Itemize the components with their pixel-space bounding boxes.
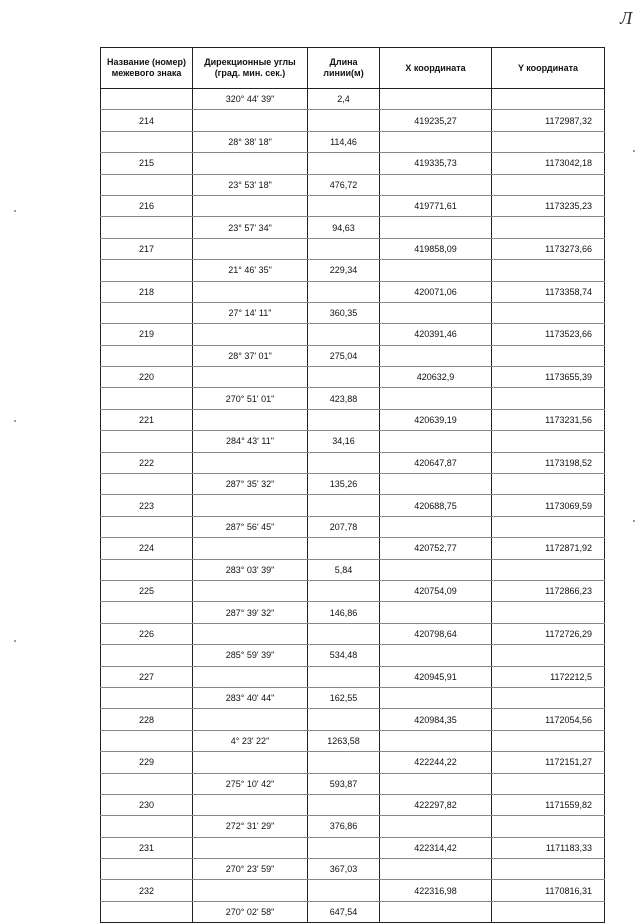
table-row (101, 367, 605, 388)
x-coordinate-cell: 420071,06 (380, 281, 492, 302)
line-length-cell (308, 837, 380, 858)
mark-number-cell (101, 559, 193, 580)
line-length-cell: 647,54 (308, 901, 380, 922)
line-length-cell: 376,86 (308, 816, 380, 837)
y-coordinate-cell: 1172726,29 (492, 623, 605, 644)
x-coordinate-cell (380, 474, 492, 495)
direction-angle-cell (193, 281, 308, 302)
y-coordinate-cell (492, 345, 605, 366)
line-length-cell (308, 538, 380, 559)
direction-angle-cell: 283° 03' 39" (193, 559, 308, 580)
direction-angle-cell: 23° 53' 18" (193, 174, 308, 195)
mark-number-cell (101, 474, 193, 495)
table-row (101, 131, 605, 152)
scan-edge-dot (633, 150, 635, 152)
direction-angle-cell: 284° 43' 11" (193, 431, 308, 452)
x-coordinate-cell: 422316,98 (380, 880, 492, 901)
table-row (101, 666, 605, 687)
table-row (101, 516, 605, 537)
mark-number-cell: 227 (101, 666, 193, 687)
x-coordinate-cell (380, 431, 492, 452)
table-row (101, 174, 605, 195)
direction-angle-cell (193, 324, 308, 345)
mark-number-cell: 232 (101, 880, 193, 901)
line-length-cell (308, 281, 380, 302)
x-coordinate-cell (380, 559, 492, 580)
x-coordinate-cell (380, 89, 492, 110)
y-coordinate-cell: 1171183,33 (492, 837, 605, 858)
mark-number-cell (101, 388, 193, 409)
y-coordinate-cell: 1173069,59 (492, 495, 605, 516)
y-coordinate-cell (492, 516, 605, 537)
x-coordinate-cell: 420752,77 (380, 538, 492, 559)
line-length-cell (308, 195, 380, 216)
direction-angle-cell: 270° 02' 58" (193, 901, 308, 922)
x-coordinate-cell: 420798,64 (380, 623, 492, 644)
x-coordinate-cell (380, 687, 492, 708)
table-row (101, 559, 605, 580)
line-length-cell (308, 880, 380, 901)
line-length-cell: 135,26 (308, 474, 380, 495)
x-coordinate-cell (380, 516, 492, 537)
line-length-cell (308, 409, 380, 430)
mark-number-cell (101, 687, 193, 708)
y-coordinate-cell (492, 260, 605, 281)
y-coordinate-cell: 1173042,18 (492, 153, 605, 174)
line-length-cell: 34,16 (308, 431, 380, 452)
x-coordinate-cell: 422297,82 (380, 794, 492, 815)
x-coordinate-cell: 420632,9 (380, 367, 492, 388)
mark-number-cell (101, 816, 193, 837)
line-length-cell (308, 580, 380, 601)
table-row (101, 431, 605, 452)
x-coordinate-cell: 420391,46 (380, 324, 492, 345)
y-coordinate-cell (492, 773, 605, 794)
header-x-coordinate: X координата (380, 48, 492, 89)
line-length-cell: 534,48 (308, 645, 380, 666)
direction-angle-cell (193, 367, 308, 388)
line-length-cell: 207,78 (308, 516, 380, 537)
mark-number-cell (101, 516, 193, 537)
line-length-cell (308, 153, 380, 174)
x-coordinate-cell: 420984,35 (380, 709, 492, 730)
mark-number-cell: 222 (101, 452, 193, 473)
x-coordinate-cell (380, 302, 492, 323)
direction-angle-cell: 21° 46' 35" (193, 260, 308, 281)
direction-angle-cell: 4° 23' 22" (193, 730, 308, 751)
mark-number-cell: 231 (101, 837, 193, 858)
table-header-row (101, 48, 605, 89)
mark-number-cell: 230 (101, 794, 193, 815)
scan-edge-dot (14, 210, 16, 212)
direction-angle-cell (193, 709, 308, 730)
x-coordinate-cell: 420945,91 (380, 666, 492, 687)
direction-angle-cell (193, 110, 308, 131)
table-row (101, 773, 605, 794)
line-length-cell: 146,86 (308, 602, 380, 623)
y-coordinate-cell (492, 687, 605, 708)
direction-angle-cell (193, 837, 308, 858)
mark-number-cell (101, 217, 193, 238)
line-length-cell (308, 452, 380, 473)
page-corner-mark: Л (620, 8, 633, 28)
mark-number-cell (101, 174, 193, 195)
mark-number-cell (101, 131, 193, 152)
direction-angle-cell (193, 880, 308, 901)
mark-number-cell (101, 431, 193, 452)
table-row (101, 89, 605, 110)
y-coordinate-cell: 1173198,52 (492, 452, 605, 473)
table-row (101, 538, 605, 559)
table-row (101, 238, 605, 259)
direction-angle-cell: 285° 59' 39" (193, 645, 308, 666)
table-row (101, 195, 605, 216)
scan-edge-dot (14, 640, 16, 642)
x-coordinate-cell: 420639,19 (380, 409, 492, 430)
table-row (101, 752, 605, 773)
x-coordinate-cell (380, 131, 492, 152)
x-coordinate-cell: 422314,42 (380, 837, 492, 858)
mark-number-cell (101, 602, 193, 623)
table-row (101, 880, 605, 901)
y-coordinate-cell (492, 559, 605, 580)
table-row (101, 687, 605, 708)
direction-angle-cell: 320° 44' 39" (193, 89, 308, 110)
direction-angle-cell: 270° 23' 59" (193, 859, 308, 880)
y-coordinate-cell (492, 217, 605, 238)
y-coordinate-cell: 1173655,39 (492, 367, 605, 388)
table-row (101, 452, 605, 473)
table-row (101, 388, 605, 409)
x-coordinate-cell (380, 388, 492, 409)
mark-number-cell: 225 (101, 580, 193, 601)
line-length-cell (308, 495, 380, 516)
line-length-cell (308, 794, 380, 815)
direction-angle-cell (193, 752, 308, 773)
x-coordinate-cell: 420754,09 (380, 580, 492, 601)
header-direction-angle: Дирекционные углы (град. мин. сек.) (193, 48, 308, 89)
mark-number-cell: 218 (101, 281, 193, 302)
mark-number-cell: 215 (101, 153, 193, 174)
mark-number-cell: 223 (101, 495, 193, 516)
table-row (101, 345, 605, 366)
x-coordinate-cell (380, 859, 492, 880)
direction-angle-cell (193, 794, 308, 815)
direction-angle-cell (193, 666, 308, 687)
y-coordinate-cell (492, 730, 605, 751)
scan-edge-dot (14, 420, 16, 422)
table-row (101, 324, 605, 345)
direction-angle-cell: 28° 37' 01" (193, 345, 308, 366)
mark-number-cell: 214 (101, 110, 193, 131)
table-row (101, 217, 605, 238)
table-row (101, 859, 605, 880)
y-coordinate-cell (492, 89, 605, 110)
x-coordinate-cell (380, 773, 492, 794)
table-row (101, 623, 605, 644)
mark-number-cell (101, 645, 193, 666)
direction-angle-cell: 27° 14' 11" (193, 302, 308, 323)
y-coordinate-cell: 1173358,74 (492, 281, 605, 302)
x-coordinate-cell: 422244,22 (380, 752, 492, 773)
table-row (101, 474, 605, 495)
direction-angle-cell: 272° 31' 29" (193, 816, 308, 837)
direction-angle-cell (193, 623, 308, 644)
line-length-cell: 1263,58 (308, 730, 380, 751)
y-coordinate-cell (492, 859, 605, 880)
boundary-coordinates-table (100, 47, 605, 923)
direction-angle-cell (193, 195, 308, 216)
mark-number-cell (101, 345, 193, 366)
direction-angle-cell (193, 238, 308, 259)
direction-angle-cell: 287° 35' 32" (193, 474, 308, 495)
direction-angle-cell: 270° 51' 01" (193, 388, 308, 409)
direction-angle-cell: 287° 39' 32" (193, 602, 308, 623)
y-coordinate-cell: 1173231,56 (492, 409, 605, 430)
line-length-cell (308, 709, 380, 730)
mark-number-cell: 228 (101, 709, 193, 730)
line-length-cell (308, 623, 380, 644)
x-coordinate-cell (380, 816, 492, 837)
mark-number-cell: 219 (101, 324, 193, 345)
mark-number-cell: 221 (101, 409, 193, 430)
header-y-coordinate: Y координата (492, 48, 605, 89)
direction-angle-cell (193, 409, 308, 430)
table-row (101, 260, 605, 281)
y-coordinate-cell (492, 602, 605, 623)
y-coordinate-cell (492, 174, 605, 195)
direction-angle-cell: 23° 57' 34" (193, 217, 308, 238)
scan-edge-dot (633, 520, 635, 522)
table-row (101, 302, 605, 323)
line-length-cell: 367,03 (308, 859, 380, 880)
direction-angle-cell (193, 495, 308, 516)
table-row (101, 709, 605, 730)
y-coordinate-cell: 1172871,92 (492, 538, 605, 559)
y-coordinate-cell: 1173273,66 (492, 238, 605, 259)
mark-number-cell: 220 (101, 367, 193, 388)
y-coordinate-cell: 1172866,23 (492, 580, 605, 601)
mark-number-cell: 224 (101, 538, 193, 559)
table-row (101, 495, 605, 516)
table-row (101, 645, 605, 666)
line-length-cell: 2,4 (308, 89, 380, 110)
y-coordinate-cell (492, 816, 605, 837)
mark-number-cell (101, 302, 193, 323)
direction-angle-cell (193, 452, 308, 473)
direction-angle-cell (193, 153, 308, 174)
y-coordinate-cell: 1172054,56 (492, 709, 605, 730)
y-coordinate-cell (492, 474, 605, 495)
line-length-cell: 229,34 (308, 260, 380, 281)
y-coordinate-cell (492, 645, 605, 666)
y-coordinate-cell: 1170816,31 (492, 880, 605, 901)
header-line-length: Длина линии(м) (308, 48, 380, 89)
direction-angle-cell: 283° 40' 44" (193, 687, 308, 708)
table-row (101, 153, 605, 174)
table-row (101, 281, 605, 302)
x-coordinate-cell (380, 260, 492, 281)
table-row (101, 602, 605, 623)
mark-number-cell (101, 773, 193, 794)
x-coordinate-cell: 420688,75 (380, 495, 492, 516)
x-coordinate-cell (380, 645, 492, 666)
x-coordinate-cell (380, 730, 492, 751)
direction-angle-cell (193, 580, 308, 601)
line-length-cell: 275,04 (308, 345, 380, 366)
x-coordinate-cell: 419335,73 (380, 153, 492, 174)
line-length-cell (308, 752, 380, 773)
x-coordinate-cell: 419771,61 (380, 195, 492, 216)
line-length-cell: 94,63 (308, 217, 380, 238)
direction-angle-cell: 28° 38' 18" (193, 131, 308, 152)
table-row (101, 409, 605, 430)
mark-number-cell: 216 (101, 195, 193, 216)
line-length-cell: 114,46 (308, 131, 380, 152)
mark-number-cell (101, 89, 193, 110)
mark-number-cell: 229 (101, 752, 193, 773)
mark-number-cell (101, 730, 193, 751)
line-length-cell: 162,55 (308, 687, 380, 708)
line-length-cell: 5,84 (308, 559, 380, 580)
y-coordinate-cell: 1172151,27 (492, 752, 605, 773)
x-coordinate-cell: 419858,09 (380, 238, 492, 259)
y-coordinate-cell: 1173523,66 (492, 324, 605, 345)
y-coordinate-cell: 1172212,5 (492, 666, 605, 687)
table-row (101, 110, 605, 131)
y-coordinate-cell: 1171559,82 (492, 794, 605, 815)
header-mark-number: Название (номер) межевого знака (101, 48, 193, 89)
x-coordinate-cell: 419235,27 (380, 110, 492, 131)
mark-number-cell: 226 (101, 623, 193, 644)
table-row (101, 580, 605, 601)
table-row (101, 837, 605, 858)
direction-angle-cell: 287° 56' 45" (193, 516, 308, 537)
table-row (101, 816, 605, 837)
y-coordinate-cell (492, 302, 605, 323)
table-row (101, 794, 605, 815)
line-length-cell (308, 110, 380, 131)
mark-number-cell (101, 859, 193, 880)
y-coordinate-cell: 1172987,32 (492, 110, 605, 131)
table-body (101, 89, 605, 923)
direction-angle-cell: 275° 10' 42" (193, 773, 308, 794)
line-length-cell (308, 367, 380, 388)
line-length-cell: 593,87 (308, 773, 380, 794)
y-coordinate-cell (492, 431, 605, 452)
x-coordinate-cell (380, 217, 492, 238)
table-row (101, 730, 605, 751)
y-coordinate-cell: 1173235,23 (492, 195, 605, 216)
line-length-cell (308, 324, 380, 345)
line-length-cell: 360,35 (308, 302, 380, 323)
line-length-cell (308, 666, 380, 687)
mark-number-cell: 217 (101, 238, 193, 259)
line-length-cell (308, 238, 380, 259)
line-length-cell: 423,88 (308, 388, 380, 409)
direction-angle-cell (193, 538, 308, 559)
x-coordinate-cell (380, 602, 492, 623)
line-length-cell: 476,72 (308, 174, 380, 195)
x-coordinate-cell (380, 345, 492, 366)
y-coordinate-cell (492, 388, 605, 409)
y-coordinate-cell (492, 131, 605, 152)
mark-number-cell (101, 260, 193, 281)
x-coordinate-cell: 420647,87 (380, 452, 492, 473)
x-coordinate-cell (380, 174, 492, 195)
